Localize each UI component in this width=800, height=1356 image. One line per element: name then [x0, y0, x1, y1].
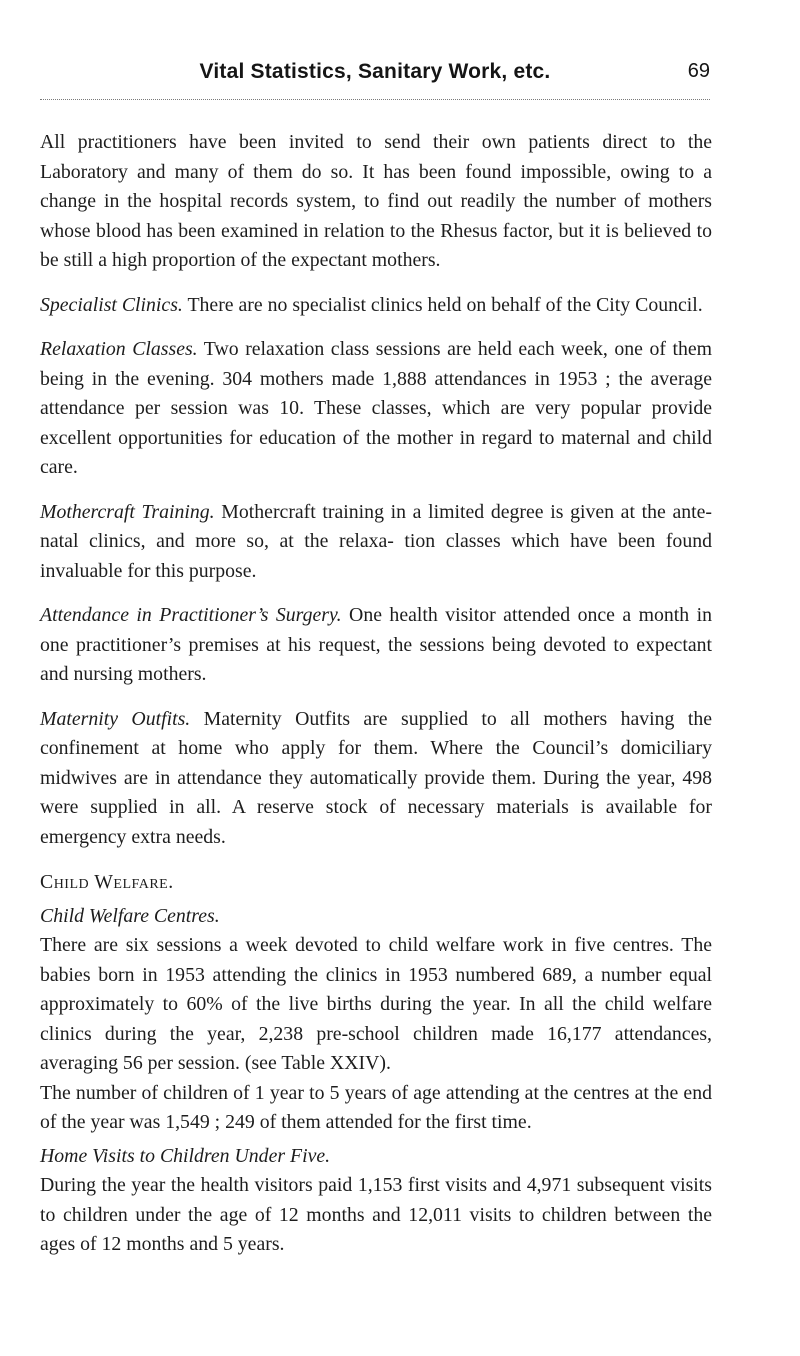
rhesus-text: All practitioners have been invited to send their own patients direct to the Laboratory and many of them do so. It has been found impossible, owing to a change in the hospital records system, to find out readily the number of mothers whose blood has been examined in relation to the Rhesus factor, but it is believed to be still a high proportion of the expectant mothers. [40, 131, 712, 271]
specialist-clinics-paragraph [40, 291, 712, 321]
page-number: 69 [687, 60, 710, 82]
child-welfare-section-heading: Child Welfare. [40, 871, 174, 893]
relaxation-classes-heading: Relaxation Classes. [40, 338, 198, 360]
mothercraft-training-paragraph [40, 498, 712, 587]
maternity-outfits-heading: Maternity Outfits. [40, 707, 191, 730]
child-welfare-centres-heading: Child Welfare Centres. [40, 904, 220, 927]
practitioner-surgery-paragraph [40, 601, 712, 690]
home-visits-paragraph: During the year the health visitors paid 1,153 first visits and 4,971 subsequent visits to children under the age of 12 months and 12,011 visits to children between the ages of 12 months and 5 years. [40, 1174, 712, 1255]
practitioner-surgery-heading: Attendance in Practitioner’s Surgery. [40, 604, 342, 626]
child-welfare-centres-paragraph: There are six sessions a week devoted to child welfare work in five centres. The babies born in 1953 attending the clinics in 1953 numbered 689, a number equal approximately to 60% of the live births during the year. In all the child welfare clinics during the year, 2,238 pre-school children made 16,177 attendances, averaging 56 per session. (see Table XXIV). [40, 934, 712, 1074]
specialist-clinics-heading: Specialist Clinics. [40, 293, 183, 316]
mothercraft-training-heading: Mothercraft Training. [40, 500, 215, 523]
mothercraft-training-text: Mothercraft training in a limited degree is given at the ante-natal clinics, and more so, at the relaxa- tion classes which have been found invaluable for this purpose. [40, 500, 712, 582]
maternity-outfits-paragraph [40, 705, 712, 853]
running-header [40, 60, 710, 100]
relaxation-classes-text: Two relaxation class sessions are held each week, one of them being in the evening. 304 mothers made 1,888 attendances in 1953 ; the average attendance per session was 10. These classes, which are very popular provide excellent opportunities for education of the mother in regard to maternal and child care. [40, 338, 712, 478]
header-rule [40, 99, 710, 100]
running-title: Vital Statistics, Sanitary Work, etc. [199, 60, 551, 83]
maternity-outfits-text: Maternity Outfits are supplied to all mothers having the confinement at home who apply for them. Where the Council’s domiciliary midwives are in attendance they automatically provide them. During the year, 498 were supplied in all. A reserve stock of necessary materials is available for emergency extra needs. [40, 707, 712, 848]
rhesus-paragraph [40, 128, 712, 276]
child-welfare-attendance-paragraph: The number of children of 1 year to 5 years of age attending at the centres at the end of the year was 1,549 ; 249 of them attended for the first time. [40, 1081, 712, 1133]
body-text [40, 128, 712, 1260]
home-visits-heading: Home Visits to Children Under Five. [40, 1144, 331, 1167]
practitioner-surgery-text: One health visitor attended once a month in one practitioner’s premises at his request, the sessions being devoted to expectant and nursing mothers. [40, 604, 712, 685]
specialist-clinics-text: There are no specialist clinics held on behalf of the City Council. [182, 293, 703, 316]
relaxation-classes-paragraph [40, 335, 712, 483]
